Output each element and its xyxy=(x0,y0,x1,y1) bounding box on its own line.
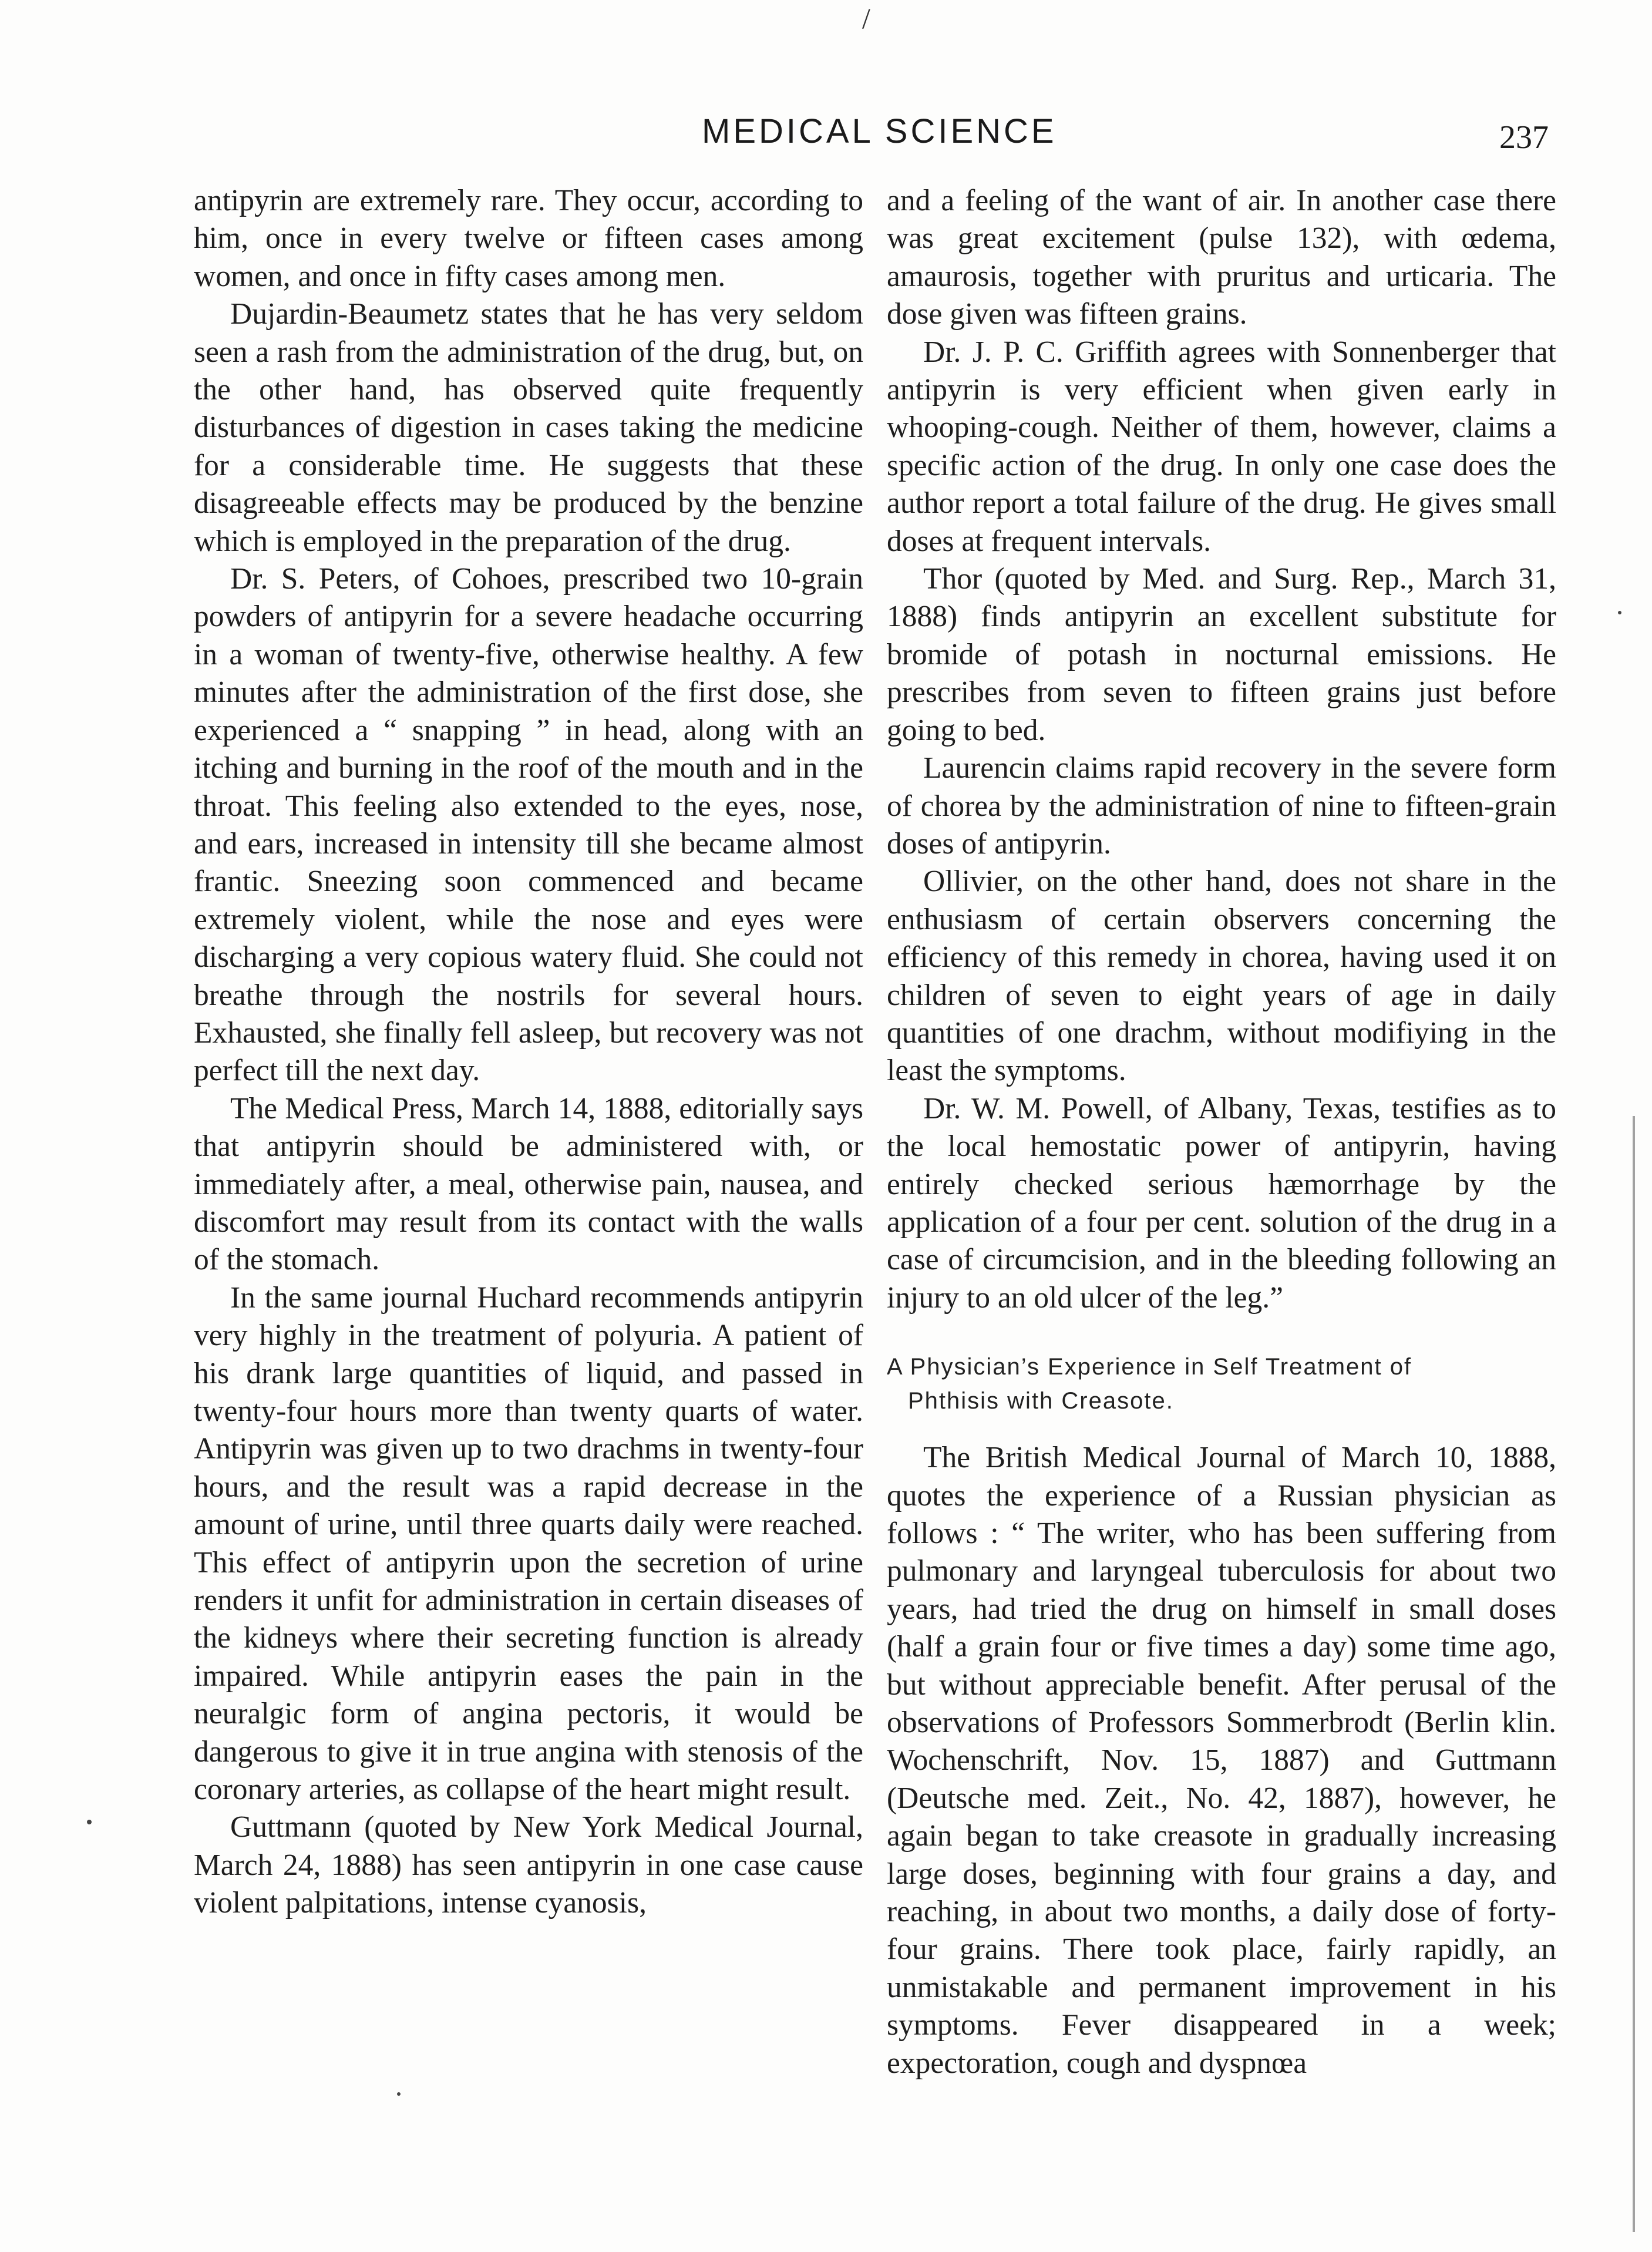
scan-speck xyxy=(1618,611,1621,614)
paragraph: The Medical Press, March 14, 1888, editorially says that antipyrin should be administered with, or immediately after, a meal, otherwise pain, nausea, and discomfort may result from its contact with the walls of the stomach. xyxy=(194,1091,863,1277)
section-heading-line-2: Phthisis with Creasote. xyxy=(908,1388,1174,1414)
paragraph: In the same journal Huchard recommends antipyrin very highly in the treatment of polyuria. A patient of his drank large quantities of liquid, and passed in twenty-four hours more than twenty quarts of water. Antipyrin was given up to two drachms in twenty-four hours, and the result was a rapid decrease in the amount of urine, until three quarts daily were reached. This effect of antipyrin upon the secretion of urine renders it unfit for administration in certain diseases of the kidneys where their secreting function is already impaired. While antipyrin eases the pain in the neuralgic form of angina pectoris, it would be dangerous to give it in true angina with stenosis of the coronary arteries, as collapse of the heart might result. xyxy=(194,1280,863,1807)
left-column xyxy=(194,182,863,1922)
section-heading xyxy=(887,1350,1556,1418)
paragraph: Dr. S. Peters, of Cohoes, prescribed two 10-grain powders of antipyrin for a severe headache occurring in a woman of twenty-five, otherwise healthy. A few minutes after the administration of the first dose, she experienced a “ snapping ” in head, along with an itching and burning in the roof of the mouth and in the throat. This feeling also extended to the eyes, nose, and ears, increased in intensity till she became almost frantic. Sneezing soon commenced and became extremely violent, while the nose and eyes were discharging a very copious watery fluid. She could not breathe through the nostrils for several hours. Exhausted, she finally fell asleep, but recovery was not perfect till the next day. xyxy=(194,562,863,1088)
paragraph: Guttmann (quoted by New York Medical Journal, March 24, 1888) has seen antipyrin in one case cause violent palpitations, intense cyanosis, xyxy=(194,1810,863,1920)
paragraph: antipyrin are extremely rare. They occur, according to him, once in every twelve or fifteen cases among women, and once in fifty cases among men. xyxy=(194,184,863,293)
page-header xyxy=(0,112,1652,159)
paragraph: Ollivier, on the other hand, does not share in the enthusiasm of certain observers concerning the efficiency of this remedy in chorea, having used it on children of seven to eight years of age in daily quantities of one drachm, without modifiying in the least the symptoms. xyxy=(887,865,1556,1088)
paragraph: Dr. J. P. C. Griffith agrees with Sonnenberger that antipyrin is very efficient when given early in whooping-cough. Neither of them, however, claims a specific action of the drug. In only one case does the author report a total failure of the drug. He gives small doses at frequent intervals. xyxy=(887,335,1556,558)
paragraph: Laurencin claims rapid recovery in the severe form of chorea by the administration of nine to fifteen-grain doses of antipyrin. xyxy=(887,751,1556,861)
running-title: MEDICAL SCIENCE xyxy=(702,112,1057,150)
scan-speck xyxy=(87,1820,92,1824)
right-column xyxy=(887,182,1556,2082)
top-margin-mark: / xyxy=(862,2,870,35)
paragraph: The British Medical Journal of March 10, 1888, quotes the experience of a Russian physician as follows : “ The writer, who has been suffering from pulmonary and laryngeal tuberculosis for about two years, had tried the drug on himself in small doses (half a grain four or five times a day) some time ago, but without appreciable benefit. After perusal of the observations of Professors Sommerbrodt (Berlin klin. Wochenschrift, Nov. 15, 1887) and Guttmann (Deutsche med. Zeit., No. 42, 1887), however, he again began to take creasote in gradually increasing large doses, beginning with four grains a day, and reaching, in about two months, a daily dose of forty-four grains. There took place, fairly rapidly, an unmistakable and permanent improvement in his symptoms. Fever disappeared in a week; expectoration, cough and dyspnœa xyxy=(887,1441,1556,2080)
paragraph: Dujardin-Beaumetz states that he has very seldom seen a rash from the administration of the drug, but, on the other hand, has observed quite frequently disturbances of digestion in cases taking the medicine for a considerable time. He suggests that these disagreeable effects may be produced by the benzine which is employed in the preparation of the drug. xyxy=(194,297,863,558)
paragraph: Dr. W. M. Powell, of Albany, Texas, testifies as to the local hemostatic power of antipyrin, having entirely checked serious hæmorrhage by the application of a four per cent. solution of the drug in a case of circumcision, and in the bleeding following an injury to an old ulcer of the leg.” xyxy=(887,1091,1556,1315)
page-number: 237 xyxy=(1499,119,1549,156)
paragraph: Thor (quoted by Med. and Surg. Rep., March 31, 1888) finds antipyrin an excellent substitute for bromide of potash in nocturnal emissions. He prescribes from seven to fifteen grains just before going to bed. xyxy=(887,562,1556,747)
scan-speck xyxy=(397,2092,401,2096)
scan-edge-line xyxy=(1633,1116,1635,2232)
paragraph: and a feeling of the want of air. In another case there was great excitement (pulse 132), with œdema, amaurosis, together with pruritus and urticaria. The dose given was fifteen grains. xyxy=(887,184,1556,331)
section-heading-line-1: A Physician’s Experience in Self Treatment of xyxy=(887,1354,1412,1380)
